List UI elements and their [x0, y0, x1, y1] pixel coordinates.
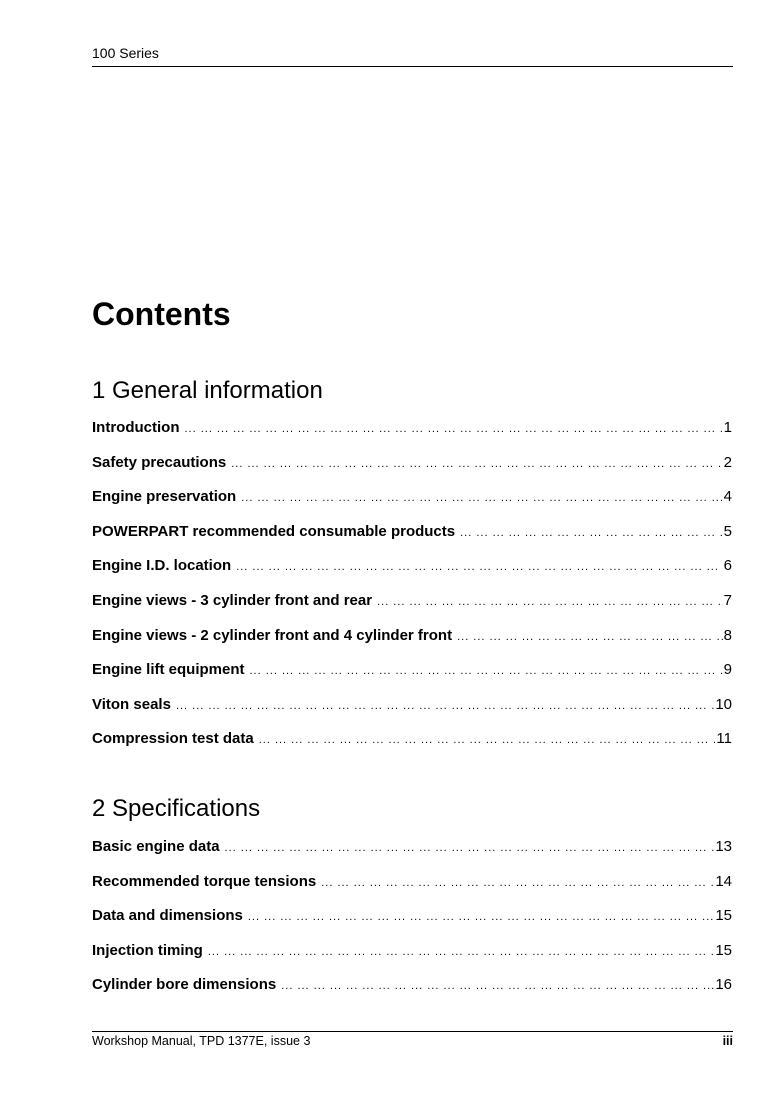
page-footer — [92, 1031, 733, 1049]
toc-list-specifications — [92, 837, 732, 1010]
toc-entry-title: Basic engine data — [92, 838, 220, 855]
toc-entry-title: POWERPART recommended consumable products — [92, 522, 456, 540]
toc-page-number: 11 — [716, 730, 732, 748]
toc-entry-safety-precautions[interactable] — [92, 453, 732, 488]
toc-page-number: 9 — [723, 661, 732, 679]
toc-entry-title: Engine views - 2 cylinder front and 4 cylinder front — [92, 626, 453, 644]
toc-page-number: 1 — [723, 419, 732, 436]
toc-dot-leader — [176, 696, 714, 716]
toc-dot-leader — [248, 907, 714, 927]
toc-page-number: 16 — [715, 976, 732, 994]
toc-dot-leader — [281, 976, 714, 996]
toc-entry-title: Engine I.D. location — [92, 557, 232, 575]
toc-entry-engine-preservation[interactable] — [92, 487, 732, 522]
toc-dot-leader — [184, 419, 722, 439]
toc-dot-leader — [259, 730, 716, 750]
footer-manual-reference: Workshop Manual, TPD 1377E, issue 3 — [92, 1034, 311, 1048]
toc-entry-engine-id-location[interactable] — [92, 556, 732, 591]
toc-page-number: 15 — [715, 907, 732, 925]
toc-page-number: 10 — [715, 695, 732, 713]
toc-page-number: 7 — [723, 591, 732, 609]
toc-page-number: 4 — [723, 488, 732, 506]
footer-page-number: iii — [722, 1034, 733, 1048]
toc-entry-compression-test-data[interactable] — [92, 729, 732, 764]
toc-page-number: 2 — [723, 453, 732, 471]
toc-page-number: 15 — [715, 941, 732, 959]
toc-entry-injection-timing[interactable] — [92, 941, 732, 976]
header-series-label: 100 Series — [92, 45, 159, 61]
toc-page-number: 13 — [715, 838, 732, 855]
toc-entry-title: Viton seals — [92, 695, 171, 713]
toc-list-general-information — [92, 418, 732, 764]
toc-dot-leader — [377, 592, 723, 612]
toc-entry-engine-lift-equipment[interactable] — [92, 660, 732, 695]
toc-page-number: 5 — [723, 522, 732, 540]
section-heading-specifications: 2 Specifications — [92, 795, 261, 822]
toc-page-number: 14 — [715, 872, 732, 890]
toc-dot-leader — [225, 838, 715, 858]
toc-entry-engine-views-3-cylinder[interactable] — [92, 591, 732, 626]
toc-dot-leader — [231, 454, 722, 474]
toc-dot-leader — [457, 627, 723, 647]
toc-entry-title: Recommended torque tensions — [92, 872, 317, 890]
toc-entry-title: Engine preservation — [92, 488, 237, 506]
toc-entry-data-and-dimensions[interactable] — [92, 906, 732, 941]
toc-dot-leader — [321, 873, 714, 893]
toc-entry-title: Injection timing — [92, 941, 203, 959]
page-header — [92, 44, 733, 67]
toc-dot-leader — [241, 488, 722, 508]
toc-entry-title: Cylinder bore dimensions — [92, 976, 277, 994]
toc-entry-title: Introduction — [92, 419, 180, 436]
toc-dot-leader — [250, 661, 723, 681]
toc-dot-leader — [460, 523, 723, 543]
section-heading-general-information: 1 General information — [92, 377, 323, 404]
toc-entry-powerpart-consumables[interactable] — [92, 522, 732, 557]
toc-entry-title: Compression test data — [92, 730, 254, 748]
toc-entry-introduction[interactable] — [92, 418, 732, 453]
toc-entry-engine-views-2-and-4-cylinder[interactable] — [92, 626, 732, 661]
toc-entry-cylinder-bore-dimensions[interactable] — [92, 975, 732, 1010]
page-title: Contents — [92, 296, 231, 332]
toc-entry-basic-engine-data[interactable] — [92, 837, 732, 872]
toc-entry-viton-seals[interactable] — [92, 695, 732, 730]
toc-page-number: 6 — [723, 557, 732, 575]
toc-entry-title: Engine lift equipment — [92, 661, 245, 679]
toc-entry-title: Safety precautions — [92, 453, 227, 471]
toc-dot-leader — [236, 557, 722, 577]
toc-entry-recommended-torque-tensions[interactable] — [92, 872, 732, 907]
toc-entry-title: Data and dimensions — [92, 907, 243, 925]
toc-dot-leader — [208, 942, 714, 962]
toc-page-number: 8 — [723, 626, 732, 644]
toc-entry-title: Engine views - 3 cylinder front and rear — [92, 591, 373, 609]
